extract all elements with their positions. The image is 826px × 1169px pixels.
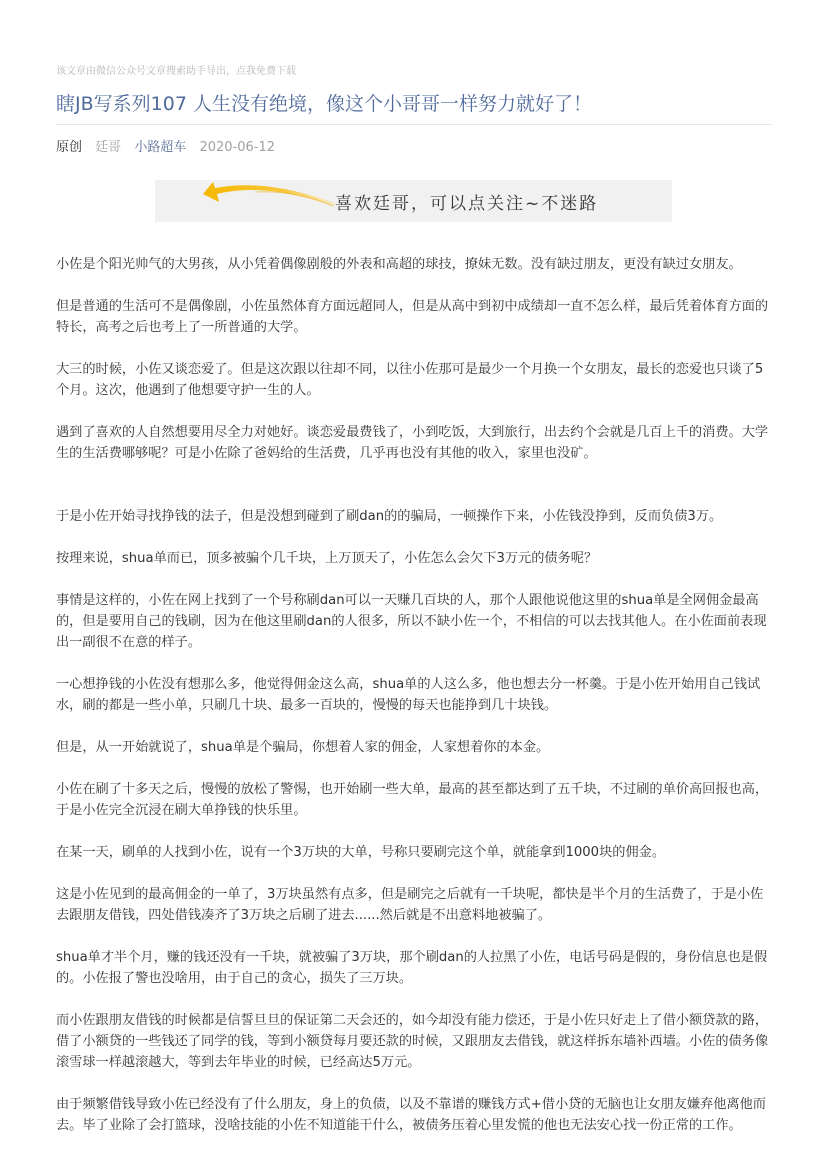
paragraph: 由于频繁借钱导致小佐已经没有了什么朋友，身上的负债，以及不靠谱的赚钱方式+借小贷的无脑也让女朋友嫌弃他离他而去。毕了业除了会打篮球，没啥技能的小佐不知道能干什么，被债务压着心里发慌的他也无法安心找一份正常的工作。 [56, 1097, 766, 1133]
export-notice-link[interactable]: 该文章由微信公众号文章搜索助手导出，点我免费下载 [56, 66, 296, 77]
account-link[interactable]: 小路超车 [134, 140, 187, 155]
banner-text: 喜欢廷哥，可以点关注~不迷路 [335, 194, 599, 214]
paragraph: 小佐在刷了十多天之后，慢慢的放松了警惕，也开始刷一些大单，最高的甚至都达到了五千块，不过刷的单价高回报也高，于是小佐完全沉浸在刷大单挣钱的快乐里。 [56, 782, 769, 818]
article-meta [56, 139, 284, 157]
follow-banner-image [155, 180, 672, 222]
paragraph: 小佐是个阳光帅气的大男孩，从小凭着偶像剧般的外表和高超的球技，撩妹无数。没有缺过朋友，更没有缺过女朋友。 [56, 257, 742, 272]
paragraph: 事情是这样的，小佐在网上找到了一个号称刷dan可以一天赚几百块的人，那个人跟他说他这里的shua单是全网佣金最高的，但是要用自己的钱刷，因为在他这里刷dan的人很多，所以不缺小佐一个，不相信的可以去找其他人。在小佐面前表现出一副很不在意的样子。 [56, 593, 767, 650]
paragraph: 在某一天，刷单的人找到小佐，说有一个3万块的大单，号称只要刷完这个单，就能拿到1000块的佣金。 [56, 845, 666, 860]
article-title: 瞎JB写系列107 人生没有绝境，像这个小哥哥一样努力就好了！ [56, 93, 592, 115]
paragraph: 但是，从一开始就说了，shua单是个骗局，你想着人家的佣金，人家想着你的本金。 [56, 740, 550, 755]
paragraph: 但是普通的生活可不是偶像剧，小佐虽然体育方面远超同人，但是从高中到初中成绩却一直不怎么样，最后凭着体育方面的特长，高考之后也考上了一所普通的大学。 [56, 299, 769, 335]
title-divider [56, 124, 772, 125]
author-name: 廷哥 [95, 140, 122, 155]
paragraph: 遇到了喜欢的人自然想要用尽全力对她好。谈恋爱最费钱了，小到吃饭，大到旅行，出去约个会就是几百上千的消费。大学生的生活费哪够呢？可是小佐除了爸妈给的生活费，几乎再也没有其他的收入，家里也没矿。 [56, 425, 769, 461]
publish-date: 2020-06-12 [199, 140, 276, 155]
paragraph: shua单才半个月，赚的钱还没有一千块，就被骗了3万块，那个刷dan的人拉黑了小佐，电话号码是假的，身份信息也是假的。小佐报了警也没啥用，由于自己的贪心，损失了三万块。 [56, 950, 768, 986]
original-label: 原创 [56, 140, 83, 155]
paragraph: 按理来说，shua单而已，顶多被骗个几千块，上万顶天了，小佐怎么会欠下3万元的债务呢？ [56, 551, 598, 566]
paragraph: 一心想挣钱的小佐没有想那么多，他觉得佣金这么高，shua单的人这么多，他也想去分一杯羹。于是小佐开始用自己钱试水，刷的都是一些小单，只刷几十块、最多一百块的，慢慢的每天也能挣到几十块钱。 [56, 677, 761, 713]
paragraph: 这是小佐见到的最高佣金的一单了，3万块虽然有点多，但是刷完之后就有一千块呢，都快是半个月的生活费了，于是小佐去跟朋友借钱，四处借钱凑齐了3万块之后刷了进去......然后就是不出意料地被骗了。 [56, 887, 764, 923]
paragraph: 而小佐跟朋友借钱的时候都是信誓旦旦的保证第二天会还的，如今却没有能力偿还，于是小佐只好走上了借小额贷款的路，借了小额贷的一些钱还了同学的钱，等到小额贷每月要还款的时候，又跟朋友去借钱，就这样拆东墙补西墙。小佐的债务像滚雪球一样越滚越大，等到去年毕业的时候，已经高达5万元。 [56, 1013, 769, 1070]
paragraph: 大三的时候，小佐又谈恋爱了。但是这次跟以往却不同，以往小佐那可是最少一个月换一个女朋友，最长的恋爱也只谈了5个月。这次，他遇到了他想要守护一生的人。 [56, 362, 764, 398]
paragraph: 于是小佐开始寻找挣钱的法子，但是没想到碰到了刷dan的的骗局，一顿操作下来，小佐钱没挣到，反而负债3万。 [56, 509, 723, 524]
